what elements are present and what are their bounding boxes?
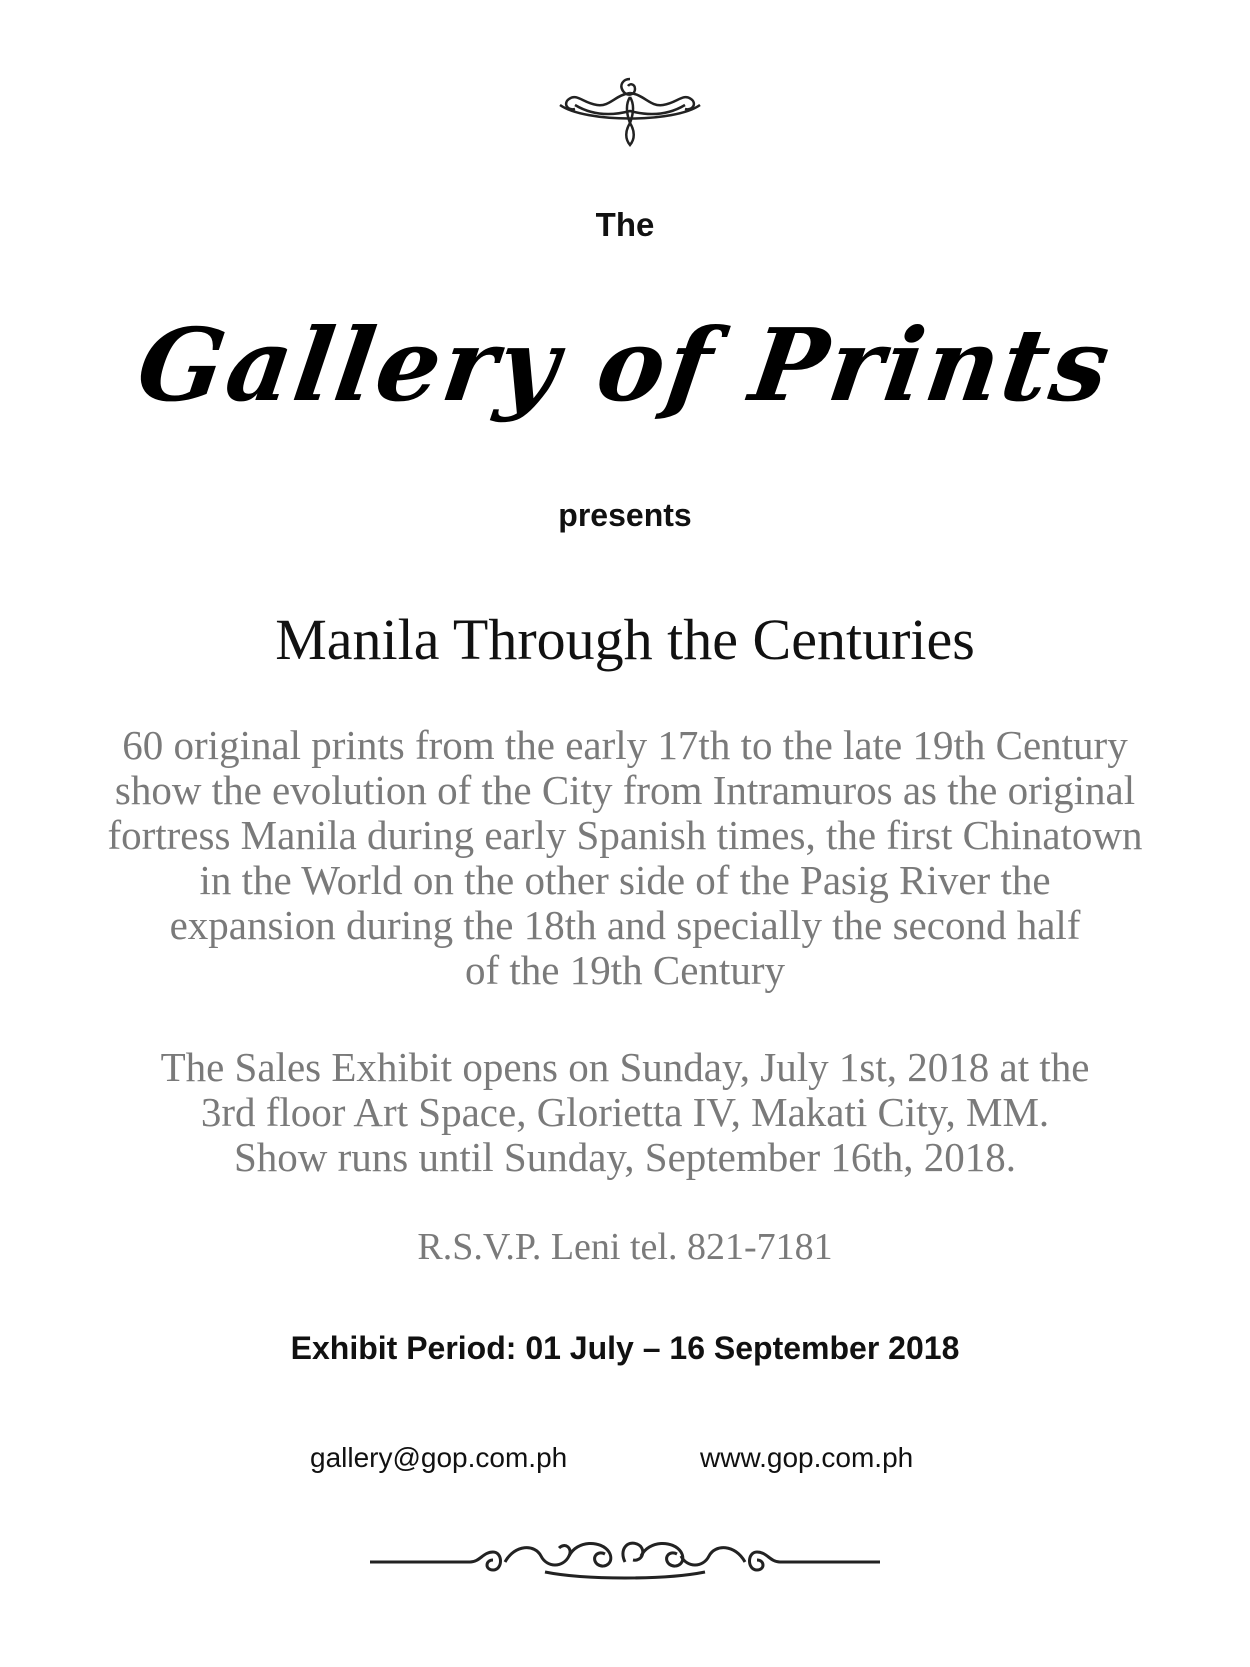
website-link[interactable]: www.gop.com.ph <box>700 1442 914 1473</box>
sales-line: Show runs until Sunday, September 16th, 2018. <box>233 1134 1016 1180</box>
presents-text: presents <box>558 497 692 533</box>
gallery-name-title: Gallery of Prints <box>130 306 1120 424</box>
scroll-divider-icon <box>365 1530 885 1590</box>
intro-text: The <box>595 206 655 243</box>
flourish-ornament-icon <box>555 75 705 155</box>
exhibit-title: Manila Through the Centuries <box>275 607 975 672</box>
exhibit-period: Exhibit Period: 01 July – 16 September 2018 <box>290 1330 960 1366</box>
sales-line: The Sales Exhibit opens on Sunday, July 1st, 2018 at the <box>160 1044 1090 1090</box>
exhibit-description <box>60 723 1190 993</box>
description-line: of the 19th Century <box>465 947 785 993</box>
sales-info <box>60 1045 1190 1180</box>
email-link[interactable]: gallery@gop.com.ph <box>310 1442 568 1473</box>
sales-line: 3rd floor Art Space, Glorietta IV, Makati City, MM. <box>200 1089 1050 1135</box>
description-line: in the World on the other side of the Pasig River the <box>199 857 1051 903</box>
description-line: 60 original prints from the early 17th to the late 19th Century <box>122 722 1128 768</box>
description-line: show the evolution of the City from Intramuros as the original <box>114 767 1136 813</box>
rsvp-text: R.S.V.P. Leni tel. 821-7181 <box>417 1226 833 1268</box>
description-line: expansion during the 18th and specially the second half <box>169 902 1081 948</box>
description-line: fortress Manila during early Spanish times, the first Chinatown <box>107 812 1143 858</box>
